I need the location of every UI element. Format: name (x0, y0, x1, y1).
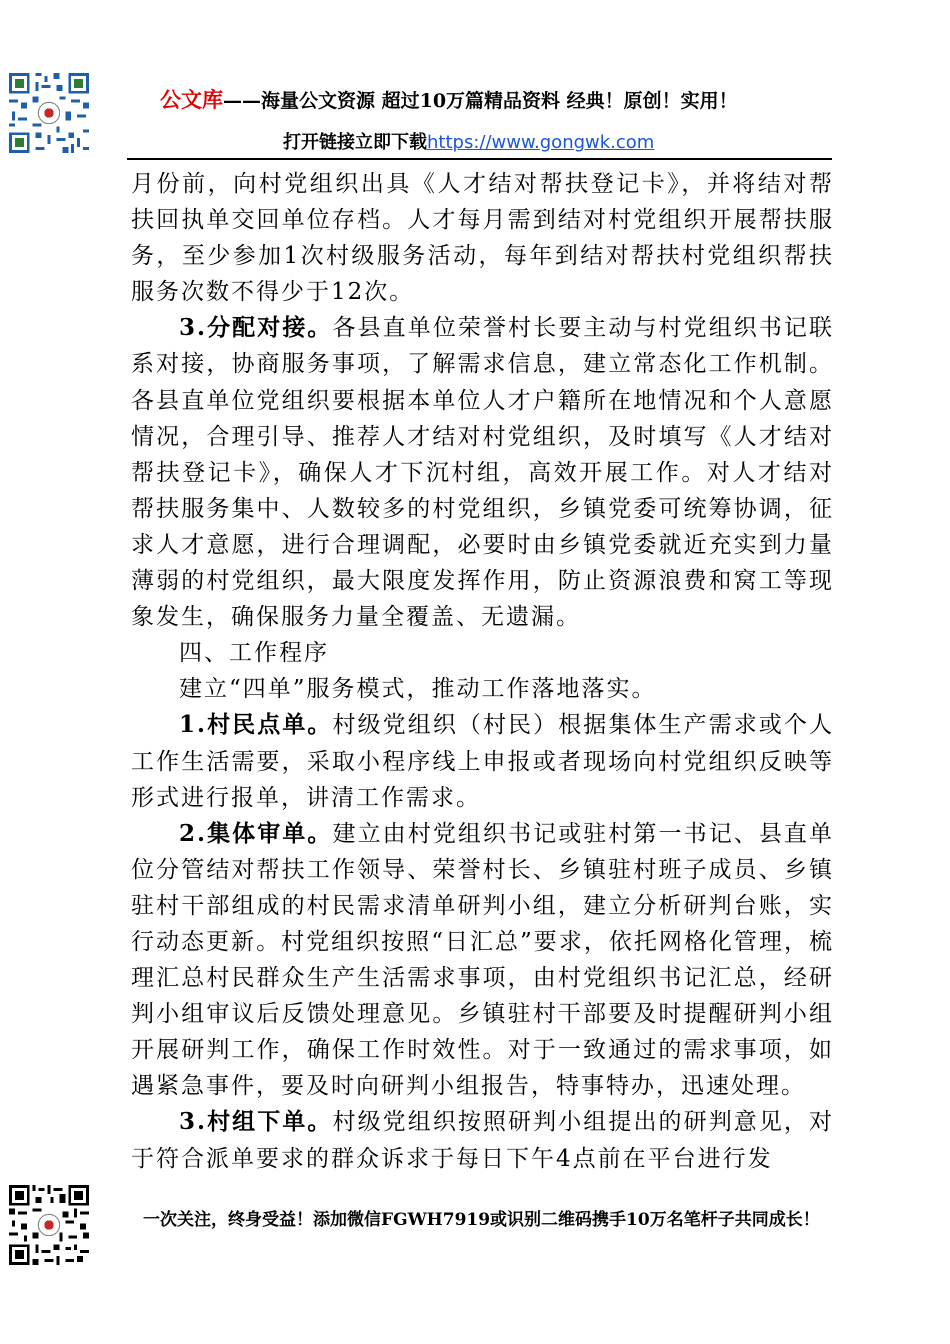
paragraph: 3.村组下单。村级党组织按照研判小组提出的研判意见，对于符合派单要求的群众诉求于每日下午4点前在平台进行发 (131, 1108, 835, 1172)
chapter-heading: 四、工作程序 (179, 640, 329, 667)
paragraph: 月份前，向村党组织出具《人才结对帮扶登记卡》，并将结对帮扶回执单交回单位存档。人才每月需到结对村党组织开展帮扶服务，至少参加1次村级服务活动，每年到结对帮扶村党组织帮扶服务次数不得少于12次。 (131, 171, 834, 306)
paragraph: 建立“四单”服务模式，推动工作落地落实。 (179, 676, 657, 703)
section-heading: 1.村民点单。 (179, 711, 333, 739)
footer-note: 一次关注，终身受益！添加微信FGWH7919或识别二维码携手10万名笔杆子共同成长！ (143, 1210, 820, 1230)
header-banner (160, 84, 860, 114)
section-heading: 3.分配对接。 (179, 314, 333, 342)
document-body (131, 166, 834, 1177)
brand-name: 公文库 (160, 87, 223, 112)
qr-code-bottom[interactable] (6, 1182, 92, 1268)
paragraph: 3.分配对接。各县直单位荣誉村长要主动与村党组织书记联系对接，协商服务事项，了解需求信息，建立常态化工作机制。各县直单位党组织要根据本单位人才户籍所在地情况和个人意愿情况，合理引导、推荐人才结对村党组织，及时填写《人才结对帮扶登记卡》，确保人才下沉村组，高效开展工作。对人才结对帮扶服务集中、人数较多的村党组织，乡镇党委可统筹协调，征求人才意愿，进行合理调配，必要时由乡镇党委就近充实到力量薄弱的村党组织，最大限度发挥作用，防止资源浪费和窝工等现象发生，确保服务力量全覆盖、无遗漏。 (131, 314, 835, 631)
paragraph: 1.村民点单。村级党组织（村民）根据集体生产需求或个人工作生活需要，采取小程序线上申报或者现场向村党组织反映等形式进行报单，讲清工作需求。 (131, 711, 835, 811)
paragraph: 2.集体审单。建立由村党组织书记或驻村第一书记、县直单位分管结对帮扶工作领导、荣誉村长、乡镇驻村班子成员、乡镇驻村干部组成的村民需求清单研判小组，建立分析研判台账，实行动态更新。村党组织按照“日汇总”要求，依托网格化管理，梳理汇总村民群众生产生活需求事项，由村党组织书记汇总，经研判小组审议后反馈处理意见。乡镇驻村干部要及时提醒研判小组开展研判工作，确保工作时效性。对于一致通过的需求事项，如遇紧急事件，要及时向研判小组报告，特事特办，迅速处理。 (131, 819, 835, 1100)
section-heading: 2.集体审单。 (179, 819, 333, 847)
download-line (283, 128, 654, 154)
header-divider (127, 158, 832, 160)
download-prefix: 打开链接立即下载 (283, 132, 427, 153)
header-tagline: ——海量公文资源 超过10万篇精品资料 经典！原创！实用！ (223, 90, 738, 112)
qr-code-top[interactable] (6, 70, 92, 156)
section-heading: 3.村组下单。 (179, 1108, 333, 1136)
website-link[interactable]: https://www.gongwk.com (427, 132, 655, 153)
